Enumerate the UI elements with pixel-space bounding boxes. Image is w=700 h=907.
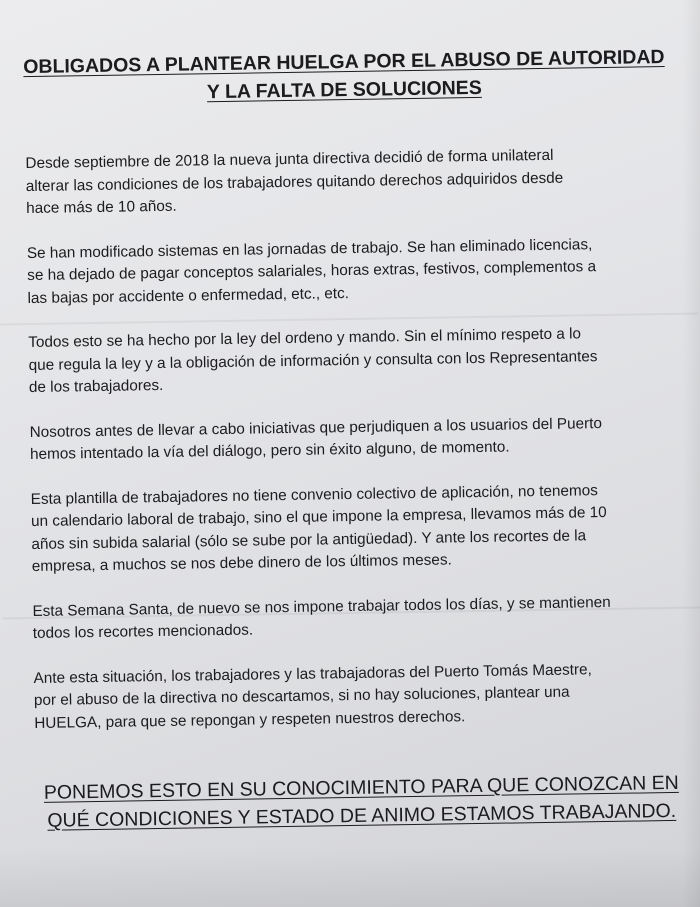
- notice-title: [14, 43, 675, 109]
- photo-bottom-shadow: [0, 847, 700, 907]
- paragraph-7: Ante esta situación, los trabajadores y las trabajadoras del Puerto Tomás Maestre, por el abuso de la directiva no descartamos, si no hay soluciones, plantear una HUELGA, para que se repongan y respeten nuestros derechos.: [33, 660, 592, 732]
- title-line-2: Y LA FALTA DE SOLUCIONES: [206, 76, 482, 104]
- notice-body: [25, 143, 670, 757]
- paragraph-2: Se han modificado sistemas en las jornadas de trabajo. Se han eliminado licencias, se ha dejado de pagar conceptos salariales, horas extras, festivos, complementos a las bajas por accidente o enfermedad, etc., etc.: [26, 235, 597, 307]
- paragraph-5: Esta plantilla de trabajadores no tiene convenio colectivo de aplicación, no tenemos un calendario laboral de trabajo, sino el que impone la empresa, llevamos más de 10 años sin subida salarial (sólo se sube por la antigüedad). Y ante los recortes de la empresa, a muchos se nos debe dinero de los últimos meses.: [30, 481, 607, 576]
- closing-statement: PONEMOS ESTO EN SU CONOCIMIENTO PARA QUE CONOZCAN EN QUÉ CONDICIONES Y ESTADO DE ANIMO ESTAMOS TRABAJANDO.: [43, 771, 679, 832]
- title-line-1: OBLIGADOS A PLANTEAR HUELGA POR EL ABUSO DE AUTORIDAD: [23, 46, 665, 79]
- photo-edge-shadow: [682, 0, 700, 907]
- paragraph-6: Esta Semana Santa, de nuevo se nos impone trabajar todos los días, y se mantienen todos los recortes mencionados.: [32, 593, 611, 643]
- paragraph-1: Desde septiembre de 2018 la nueva junta directiva decidió de forma unilateral alterar las condiciones de los trabajadores quitando derechos adquiridos desde hace más de 10 años.: [25, 146, 564, 218]
- paragraph-3: Todos esto se ha hecho por la ley del ordeno y mando. Sin el mínimo respeto a lo que regula la ley y a la obligación de información y consulta con los Representantes de los trabajadores.: [28, 325, 598, 397]
- paragraph-4: Nosotros antes de llevar a cabo iniciativas que perjudiquen a los usuarios del Puerto hemos intentado la vía del diálogo, pero sin éxito alguno, de momento.: [29, 414, 603, 464]
